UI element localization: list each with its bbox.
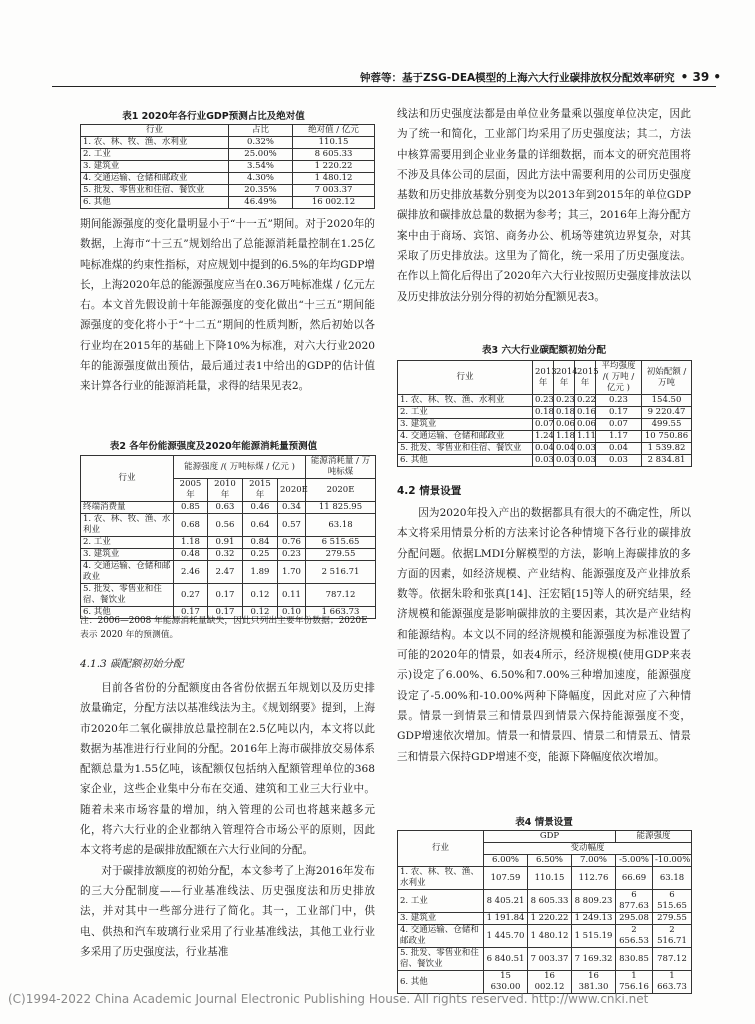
table3-header-avg-intensity: 平均强度 /( 万吨 / 亿元 ) [596,361,642,395]
table-cell: 0.23 [554,395,575,407]
table-cell: 0.32 [208,549,243,561]
table-cell: 499.55 [642,419,692,431]
row-label: 1. 农、林、牧、渔、水利业 [81,137,229,149]
table-cell: 0.25 [243,549,278,561]
table-cell: 0.57 [278,514,306,537]
table-cell: 63.18 [306,514,376,537]
table-cell: 3.54% [229,161,293,173]
table-cell: 0.23 [278,549,306,561]
table-cell: 1 191.84 [484,913,528,925]
table-cell: 0.17 [208,607,243,619]
table-cell: 16 002.12 [528,971,572,994]
table-cell: 1 249.13 [572,913,616,925]
row-label: 2. 工业 [398,890,484,913]
table-row [398,407,692,419]
table-cell: 0.17 [174,607,208,619]
table-cell: 0.23 [596,395,642,407]
table3-header-2014: 2014 年 [554,361,575,395]
table-cell: 1 480.12 [528,925,572,948]
table-cell: 66.69 [616,867,653,890]
row-label: 3. 建筑业 [398,419,533,431]
right-paragraph-2 [397,503,691,767]
row-label: 6. 其他 [398,455,533,467]
table-row [398,867,692,890]
row-label: 1. 农、林、牧、渔、水利业 [398,395,533,407]
table-cell: 2 656.53 [616,925,653,948]
table-cell: 2 834.81 [642,455,692,467]
table-cell: 0.18 [533,407,554,419]
table-cell: 279.55 [653,913,692,925]
table2 [80,455,376,619]
table-row [81,137,375,149]
table-cell: 0.03 [533,455,554,467]
table2-note: 注：2006—2008 年能源消耗量缺失，因此只列出主要年份数据；2020E 表示 2020 年的预测值。 [80,616,368,640]
table-cell: 0.10 [278,607,306,619]
table-cell: 6 515.65 [653,890,692,913]
table-cell: 1.89 [243,561,278,584]
table-cell: 0.07 [596,419,642,431]
table2-header-industry: 行业 [81,456,174,502]
table-row [81,161,375,173]
table-row [81,149,375,161]
table-cell: 16 381.30 [572,971,616,994]
table-cell: 279.55 [306,549,376,561]
table-cell: 0.04 [554,443,575,455]
table-cell: 107.59 [484,867,528,890]
table-cell: 0.56 [208,514,243,537]
table3 [397,360,692,467]
table-cell: 1 220.22 [528,913,572,925]
table3-header-2013: 2013 年 [533,361,554,395]
table-cell: 8 605.33 [528,890,572,913]
table-cell: 2.47 [208,561,243,584]
table-cell: 0.17 [596,407,642,419]
table-cell: 1 539.82 [642,443,692,455]
table-row [398,431,692,443]
table-cell: 0.22 [575,395,596,407]
table-cell: 1 756.16 [616,971,653,994]
year-header: 2020E [306,479,376,502]
table-cell: 7 003.37 [528,948,572,971]
row-label: 3. 建筑业 [81,549,174,561]
table-cell: 25.00% [229,149,293,161]
page-number: • 39 • [680,70,722,84]
table-row [398,913,692,925]
table-cell: 63.18 [653,867,692,890]
row-label: 3. 建筑业 [398,913,484,925]
table-cell: 787.12 [653,948,692,971]
left-paragraph-1 [80,214,375,397]
table-cell: 1.11 [575,431,596,443]
table4-caption: 表4 情景设置 [515,817,573,828]
paragraph: 期间能源强度的变化量明显小于“十一五”期间。对于2020年的数据，上海市“十三五”规划给出了总能源消耗量控制在1.25亿吨标准煤的约束性指标，对应规划中提到的6.5%的年均GDP增长，上海2020年总的能源强度应当在0.36万吨标准煤 / 亿元左右。本文首先假设前十年能源强度的变化做出“十三五”期间能源强度的变化将小于“十二五”期间的性质判断，然后初始以各行业均在2015年的基础上下降10%为标准，对六大行业2020年的能源强度做出预估，最后通过表1中给出的GDP的估计值来计算各行业的能源消耗量，求得的结果见表2。 [80,218,375,393]
table-cell: 0.03 [554,455,575,467]
table-row [81,537,376,549]
row-label: 4. 交通运输、仓储和邮政业 [81,561,174,584]
table-cell: 1 663.73 [306,607,376,619]
header-rule [52,86,716,87]
table-cell: 830.85 [616,948,653,971]
table1-header-value: 绝对值 / 亿元 [293,125,375,137]
table-row [81,173,375,185]
table-row [398,890,692,913]
row-label: 5. 批发、零售业和住宿、餐饮业 [81,185,229,197]
table1 [80,124,375,209]
table-cell: 0.76 [278,537,306,549]
paragraph: 目前各省份的分配额度由各省份依据五年规划以及历史排放量确定，分配方法以基准线法为主。《规划纲要》提到，上海市2020年二氧化碳排放总量控制在2.5亿吨以内，本文将以此数据为基准进行行业间的分配。2016年上海市碳排放交易体系配额总量为1.55亿吨，该配额仅包括纳入配额管理单位的368家企业，这些企业集中分布在交通、建筑和工业三大行业中。随着未来市场容量的增加，纳入管理的公司也将越来越多元化，将六大行业的企业都纳入管理符合市场公平的原则，因此本文将考虑的是碳排放配额在六大行业间的分配。 [80,682,375,857]
table-cell: 0.23 [533,395,554,407]
table-cell: 1 445.70 [484,925,528,948]
table-cell: 787.12 [306,584,376,607]
table4-body [398,867,692,994]
table-cell: 0.06 [575,419,596,431]
table-cell: 0.27 [174,584,208,607]
row-label: 6. 其他 [398,971,484,994]
table-cell: 1.24 [533,431,554,443]
table-cell: 0.68 [174,514,208,537]
table-row [398,948,692,971]
table-cell: 8 809.23 [572,890,616,913]
table4 [397,830,692,994]
table-cell: 10 750.86 [642,431,692,443]
table2-caption: 表2 各年份能源强度及2020年能源消耗量预测值 [109,441,318,452]
row-label: 4. 交通运输、仓储和邮政业 [398,925,484,948]
running-header [360,70,722,85]
table-cell: 0.16 [575,407,596,419]
row-label: 3. 建筑业 [81,161,229,173]
table-cell: 0.04 [533,443,554,455]
table-cell: 110.15 [528,867,572,890]
table-cell: 0.18 [554,407,575,419]
table-row [81,197,375,209]
table-cell: 0.85 [174,502,208,514]
table4-header-industry: 行业 [398,831,484,867]
paragraph: 线法和历史强度法都是由单位业务量乘以强度单位决定，因此为了统一和简化，工业部门均采用了历史强度法；其二，方法中核算需要用到企业业务量的详细数据，而本文的研究范围将不涉及具体公司的层面，因此方法中需要利用的公司历史强度基数和历史排放基数分别变为以2013年到2015年的单位GDP碳排放和碳排放总量的数据为参考；其三，2016年上海分配方案中由于商场、宾馆、商务办公、机场等建筑边界复杂，对其采取了历史排放法。这里为了简化，统一采用了历史强度法。在作以上简化后得出了2020年六大行业按照历史强度排放法以及历史排放法分别分得的初始分配额见表3。 [397,108,691,303]
table-row [81,185,375,197]
table-cell: 154.50 [642,395,692,407]
year-header: 2020E [278,479,306,502]
paragraph: 因为2020年投入产出的数据都具有很大的不确定性，所以本文将采用情景分析的方法来讨论各种情境下各行业的碳排放分配问题。依据LMDI分解模型的方法，影响上海碳排放的多方面的因素，如经济规模、产业结构、能源强度及产业排放系数等。依据朱聆和张真[14]、汪宏韬[15]等人的研究结果，经济规模和能源强度是影响碳排放的主要因素，其次是产业结构和能源结构。本文以不同的经济规模和能源强度为标准设置了可能的2020年的情景，如表4所示，经济规模(使用GDP来表示)设定了6.00%、6.50%和7.00%三种增加速度，能源强度设定了-5.00%和-10.00%两种下降幅度，因此对应了六种情景。情景一到情景三和情景四到情景六保持能源强度不变，GDP增速依次增加。情景一和情景四、情景二和情景五、情景三和情景六保持GDP增速不变，能源下降幅度依次增加。 [397,507,691,763]
table-cell: 7 169.32 [572,948,616,971]
table-cell: 295.08 [616,913,653,925]
row-label: 5. 批发、零售业和住宿、餐饮业 [398,948,484,971]
table-row [81,584,376,607]
table1-header-industry: 行业 [81,125,229,137]
table-cell: 15 630.00 [484,971,528,994]
table-row [81,502,376,514]
copyright-footer: (C)1994-2022 China Academic Journal Electronic Publishing House. All rights reserved. http://www.cnki.net [8,992,649,1006]
table-row [398,971,692,994]
table-cell: 0.32% [229,137,293,149]
table-cell: 110.15 [293,137,375,149]
table-cell: 0.11 [278,584,306,607]
table2-header-intensity: 能源强度 /( 万吨标煤 / 亿元 ) [174,456,306,479]
table-cell: 2 516.71 [306,561,376,584]
table-cell: 6 877.63 [616,890,653,913]
table4-header-change: 变动幅度 [484,843,692,855]
year-header: 2015 年 [243,479,278,502]
table-cell: 0.12 [243,584,278,607]
table-row [398,455,692,467]
row-label: 6. 其他 [81,607,174,619]
row-label: 2. 工业 [81,537,174,549]
table3-header-2015: 2015 年 [575,361,596,395]
table-cell: 2 516.71 [653,925,692,948]
row-label: 1. 农、林、牧、渔、水利业 [81,514,174,537]
table-cell: 1 663.73 [653,971,692,994]
table-cell: 16 002.12 [293,197,375,209]
table-row [398,395,692,407]
table-cell: 1 220.22 [293,161,375,173]
table-cell: 0.12 [243,607,278,619]
table-cell: 0.03 [575,455,596,467]
table-cell: 0.06 [554,419,575,431]
header-title: 钟蓉等：基于ZSG-DEA模型的上海六大行业碳排放权分配效率研究 [360,72,675,84]
table3-caption: 表3 六大行业碳配额初始分配 [482,345,606,356]
table-cell: 112.76 [572,867,616,890]
rate-header: 6.50% [528,855,572,867]
table-cell: 0.17 [208,584,243,607]
table1-body [81,137,375,209]
table2-body [81,502,376,619]
row-label: 4. 交通运输、仓储和邮政业 [81,173,229,185]
table1-caption: 表1 2020年各行业GDP预测占比及绝对值 [122,111,305,122]
table-cell: 4.30% [229,173,293,185]
row-label: 1. 农、林、牧、渔、水利业 [398,867,484,890]
row-label: 6. 其他 [81,197,229,209]
table-row [81,514,376,537]
table-cell: 1 515.19 [572,925,616,948]
table-row [398,443,692,455]
table-cell: 0.46 [243,502,278,514]
row-label: 4. 交通运输、仓储和邮政业 [398,431,533,443]
left-paragraph-2 [80,678,375,962]
row-label: 5. 批发、零售业和住宿、餐饮业 [398,443,533,455]
table-cell: 1.18 [554,431,575,443]
table-cell: 1.70 [278,561,306,584]
table3-header-initial-quota: 初始配额 / 万吨 [642,361,692,395]
rate-header: 7.00% [572,855,616,867]
table-cell: 0.64 [243,514,278,537]
row-label: 2. 工业 [398,407,533,419]
table-cell: 20.35% [229,185,293,197]
table-cell: 1 480.12 [293,173,375,185]
table-cell: 9 220.47 [642,407,692,419]
table-cell: 7 003.37 [293,185,375,197]
table-cell: 0.84 [243,537,278,549]
table-cell: 0.04 [596,443,642,455]
table-cell: 0.34 [278,502,306,514]
paragraph: 对于碳排放额度的初始分配，本文参考了上海2016年发布的三大分配制度——行业基准线法、历史强度法和历史排放法，并对其中一些部分进行了简化。其一，工业部门中，供电、供热和汽车玻璃行业采用了行业基准线法，其他工业行业多采用了历史强度法，行业基准 [80,864,375,958]
rate-header: -10.00% [653,855,692,867]
table-cell: 8 405.21 [484,890,528,913]
section-4-1-3-heading: 4.1.3 碳配额初始分配 [80,658,184,670]
row-label: 终端消费量 [81,502,174,514]
table3-body [398,395,692,467]
table-cell: 0.03 [575,443,596,455]
rate-header: -5.00% [616,855,653,867]
table-cell: 11 825.95 [306,502,376,514]
table-cell: 0.91 [208,537,243,549]
table-cell: 0.03 [596,455,642,467]
table-cell: 6 840.51 [484,948,528,971]
year-header: 2005 年 [174,479,208,502]
table-cell: 2.46 [174,561,208,584]
rate-header: 6.00% [484,855,528,867]
table-cell: 0.07 [533,419,554,431]
row-label: 2. 工业 [81,149,229,161]
table2-header-consumption: 能源消耗量 / 万吨标煤 [306,456,376,479]
table1-header-share: 占比 [229,125,293,137]
table-row [81,549,376,561]
table-row [398,419,692,431]
table3-header-industry: 行业 [398,361,533,395]
table-cell: 46.49% [229,197,293,209]
section-4-2-heading: 4.2 情景设置 [397,485,462,497]
table4-header-gdp: GDP [484,831,616,843]
table-cell: 1.18 [174,537,208,549]
table4-header-energy: 能源强度 [616,831,692,843]
right-paragraph-1 [397,104,691,307]
table-cell: 6 515.65 [306,537,376,549]
row-label: 5. 批发、零售业和住宿、餐饮业 [81,584,174,607]
table-cell: 1.17 [596,431,642,443]
table-cell: 0.63 [208,502,243,514]
table-cell: 8 605.33 [293,149,375,161]
table-row [398,925,692,948]
table-row [81,561,376,584]
table-cell: 0.48 [174,549,208,561]
year-header: 2010 年 [208,479,243,502]
